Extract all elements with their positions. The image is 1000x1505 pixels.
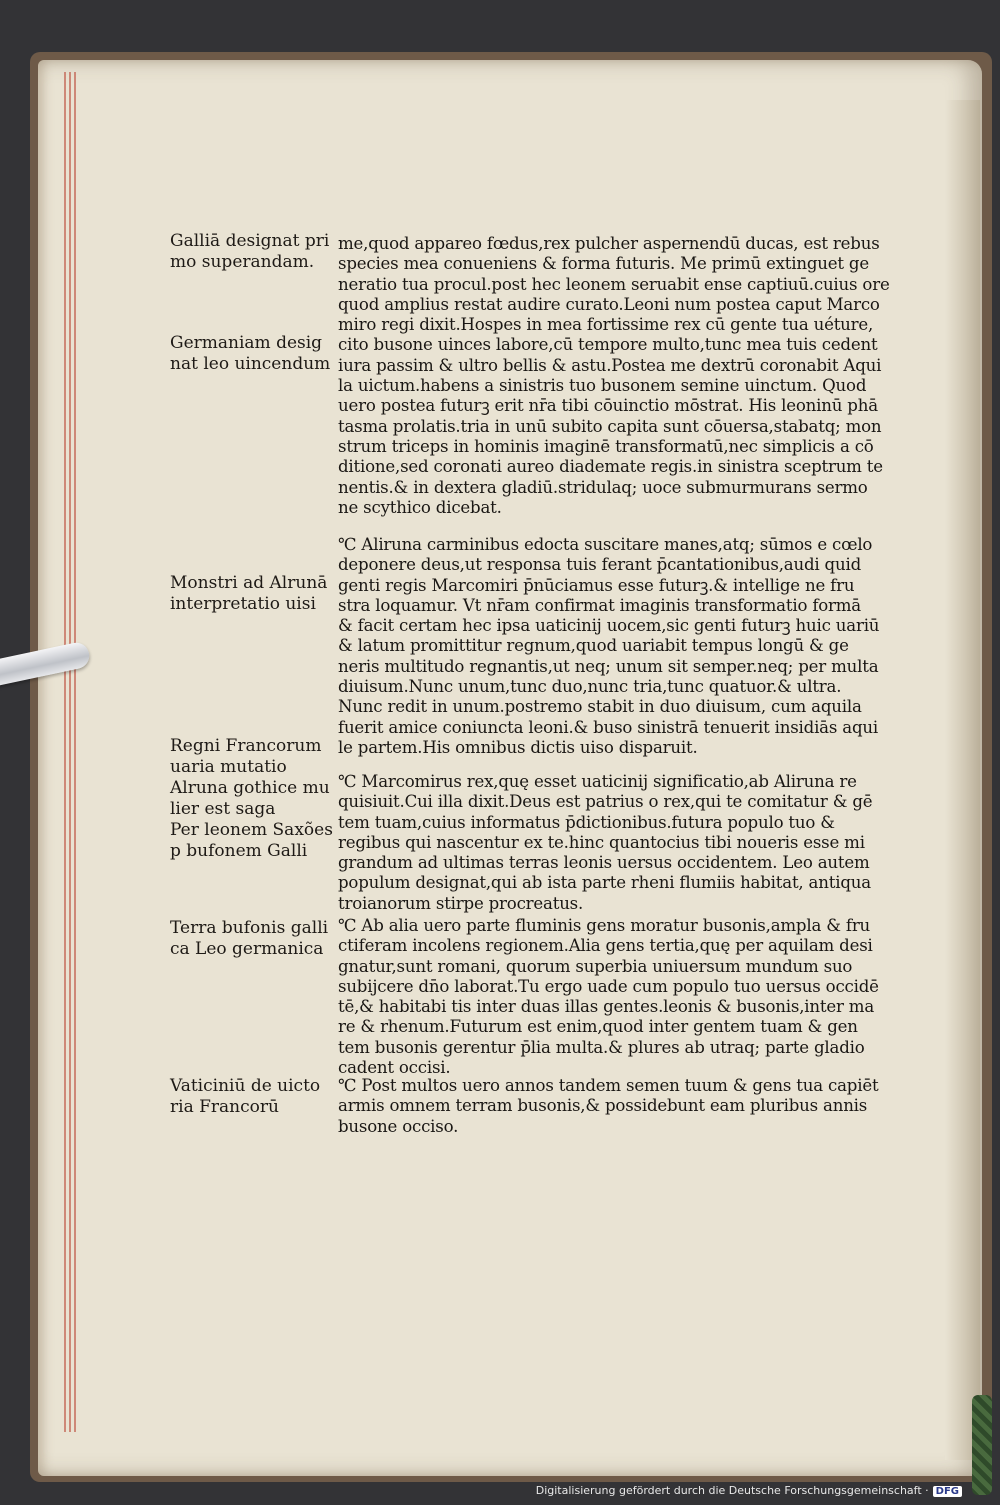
text-line: deponere deus,ut responsa tuis ferant p̄cantationibus,audi quid [338, 555, 861, 575]
text-line: quod amplius restat audire curato.Leoni num postea caput Marco [338, 294, 880, 314]
margin-note-line: Galliā designat pri [170, 231, 330, 251]
text-line: busone occiso. [338, 1116, 459, 1136]
text-line: subijcere dn̄o laborat.Tu ergo uade cum populo tuo uersus occidē [338, 976, 879, 996]
text-line: armis omnem terram busonis,& possidebunt eam pluribus annis [338, 1096, 868, 1116]
text-line: regibus qui nascentur ex te.hinc quantocius tibi noueris esse mi [338, 832, 865, 852]
margin-note-line: p bufonem Galli [170, 841, 308, 861]
text-line: gnatur,sunt romani, quorum superbia uniuersum mundum suo [338, 956, 853, 976]
text-line: quisiuit.Cui illa dixit.Deus est patrius o rex,qui te comitatur & gē [338, 792, 873, 812]
margin-note [170, 1076, 330, 1118]
margin-note-line: Terra bufonis galli [170, 918, 329, 938]
digitization-credit [536, 1484, 962, 1497]
bookmark-ribbon [972, 1395, 992, 1495]
margin-note [170, 918, 330, 960]
text-line: tasma prolatis.tria in unū subito capita sunt cōuersa,stabatq; mon [338, 416, 882, 436]
page-edge-line [69, 72, 71, 1432]
margin-note-line: Monstri ad Alrunā [170, 573, 328, 593]
margin-note-line: nat leo uincendum [170, 354, 331, 374]
margin-note-line: Alruna gothice mu [170, 778, 330, 798]
page-gutter-shadow [945, 100, 980, 1460]
text-line: le partem.His omnibus dictis uiso disparuit. [338, 737, 698, 757]
text-line: ℃ Aliruna carminibus edocta suscitare manes,atq; sūmos e cœlo [338, 535, 873, 554]
margin-note-line: mo superandam. [170, 252, 315, 272]
text-line: Nunc redit in unum.postremo stabit in duo diuisum, cum aquila [338, 697, 862, 717]
text-line: me,quod appareo fœdus,rex pulcher aspernendū ducas, est rebus [338, 234, 880, 253]
text-line: tem busonis gerentur p̄lia multa.& plures ab utraq; parte gladio [338, 1037, 865, 1057]
page-edge-line [74, 72, 76, 1432]
text-paragraph [338, 234, 890, 518]
text-line: uero postea futurꝫ erit nr̄a tibi cōuinctio mōstrat. His leoninū phā [338, 396, 878, 416]
text-line: ne scythico dicebat. [338, 497, 502, 517]
text-line: stra loquamur. Vt nr̄am confirmat imaginis transformatio formā [338, 595, 862, 615]
margin-note-line: interpretatio uisi [170, 594, 316, 614]
text-paragraph [338, 772, 873, 914]
credit-text: Digitalisierung gefördert durch die Deutsche Forschungsgemeinschaft · [535, 1484, 929, 1497]
text-line: re & rhenum.Futurum est enim,quod inter gentem tuam & gen [338, 1017, 858, 1037]
text-line: ℃ Ab alia uero parte fluminis gens moratur busonis,ampla & fru [338, 916, 871, 935]
text-line: strum triceps in hominis imaginē transformatū,nec simplicis a cō [338, 436, 874, 456]
dfg-logo-icon: DFG [933, 1486, 962, 1497]
text-line: diuisum.Nunc unum,tunc duo,nunc tria,tunc quatuor.& ultra. [338, 677, 842, 697]
margin-note [170, 231, 330, 273]
text-line: genti regis Marcomiri p̄nūciamus esse futurꝫ.& intellige ne fru [338, 575, 855, 595]
text-line: miro regi dixit.Hospes in mea fortissime rex cū gente tua uéture, [338, 315, 874, 335]
text-line: ℃ Post multos uero annos tandem semen tuum & gens tua capiēt [338, 1076, 879, 1095]
text-line: cadent occisi. [338, 1058, 451, 1078]
text-line: cito busone uinces labore,cū tempore multo,tunc mea tuis cedent [338, 335, 878, 355]
text-line: iura passim & ultro bellis & astu.Postea me dextrū coronabit Aqui [338, 355, 882, 375]
text-line: fuerit amice coniuncta leoni.& buso sinistrā tenuerit insidiās aqui [338, 717, 878, 737]
text-line: tem tuam,cuius informatus p̄dictionibus.futura populo tuo & [338, 812, 835, 832]
page-edge-line [64, 72, 66, 1432]
text-line: la uictum.habens a sinistris tuo busonem semine uinctum. Quod [338, 376, 867, 396]
text-line: neratio tua procul.post hec leonem seruabit ense captiuū.cuius ore [338, 274, 890, 294]
text-line: ctiferam incolens regionem.Alia gens tertia,quę per aquilam desi [338, 936, 873, 956]
margin-note-line: Per leonem Saxões [170, 820, 333, 840]
text-line: ditione,sed coronati aureo diademate regis.in sinistra sceptrum te [338, 457, 883, 477]
margin-note-line: Vaticiniū de uicto [170, 1076, 321, 1096]
margin-note-line: Germaniam desig [170, 333, 323, 353]
text-paragraph [338, 535, 880, 758]
margin-note-line: lier est saga [170, 799, 276, 819]
margin-note-line: uaria mutatio [170, 757, 287, 777]
margin-note-line: ca Leo germanica [170, 939, 324, 959]
text-line: ℃ Marcomirus rex,quę esset uaticinij significatio,ab Aliruna re [338, 772, 857, 791]
text-paragraph [338, 1076, 879, 1137]
text-line: & latum promittitur regnum,quod uariabit tempus longū & ge [338, 636, 849, 656]
margin-note [170, 736, 333, 862]
text-line: populum designat,qui ab ista parte rheni flumiis habitat, antiqua [338, 873, 871, 893]
text-paragraph [338, 916, 879, 1078]
text-line: neris multitudo regnantis,ut neq; unum sit semper.neq; per multa [338, 656, 879, 676]
text-line: grandum ad ultimas terras leonis uersus occidentem. Leo autem [338, 853, 870, 873]
text-line: tē,& habitabi tis inter duas illas gentes.leonis & busonis,inter ma [338, 997, 875, 1017]
text-line: nentis.& in dextera gladiū.stridulaq; uoce submurmurans sermo [338, 477, 868, 497]
text-line: troianorum stirpe procreatus. [338, 893, 584, 913]
margin-note [170, 333, 330, 375]
text-line: species mea conueniens & forma futuris. Me primū extinguet ge [338, 254, 869, 274]
margin-note-line: ria Francorū [170, 1097, 279, 1117]
margin-note-line: Regni Francorum [170, 736, 322, 756]
text-line: & facit certam hec ipsa uaticinij uocem,sic genti futurꝫ huic uariū [338, 616, 880, 636]
margin-note [170, 573, 330, 615]
